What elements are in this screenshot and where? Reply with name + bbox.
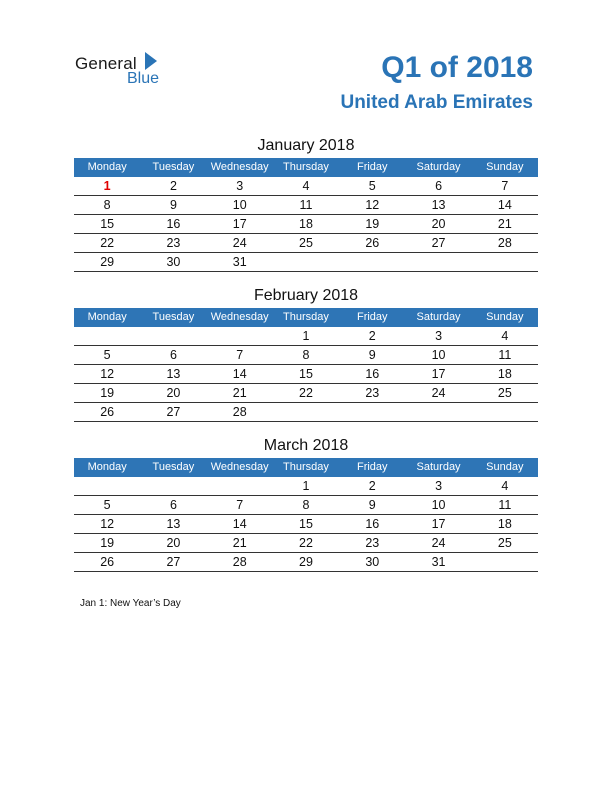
day-cell: 2 — [169, 179, 177, 193]
day-cell — [74, 327, 140, 345]
day-cell: 22 — [299, 536, 313, 550]
weekday-label: Tuesday — [152, 161, 195, 173]
day-cell: 22 — [299, 386, 313, 400]
week-row — [74, 365, 538, 384]
weekday-label: Sunday — [486, 311, 524, 323]
day-cell: 19 — [100, 386, 115, 400]
day-cell: 23 — [166, 236, 181, 250]
day-cell: 15 — [299, 517, 313, 531]
logo-general-text: General — [75, 54, 137, 73]
day-cell: 20 — [166, 386, 181, 400]
day-cell: 3 — [236, 179, 244, 193]
week-row — [74, 177, 538, 196]
day-cell: 28 — [232, 405, 247, 419]
day-cell: 27 — [166, 405, 181, 419]
day-cell: 9 — [169, 198, 177, 212]
day-cell: 12 — [100, 517, 115, 531]
day-cell: 30 — [365, 555, 380, 569]
day-cell: 1 — [103, 179, 111, 193]
day-cell: 6 — [435, 179, 443, 193]
week-row — [74, 346, 538, 365]
weekday-label: Monday — [87, 311, 127, 323]
day-cell: 9 — [368, 348, 376, 362]
day-cell: 1 — [302, 479, 310, 493]
day-cell: 20 — [431, 217, 446, 231]
day-cell: 24 — [431, 386, 446, 400]
weekday-label: Tuesday — [152, 461, 195, 473]
day-cell: 18 — [299, 217, 313, 231]
week-row — [74, 215, 538, 234]
day-cell: 9 — [368, 498, 376, 512]
day-cell — [405, 253, 471, 271]
day-cell: 23 — [365, 386, 380, 400]
week-row — [74, 384, 538, 403]
weekday-label: Saturday — [416, 311, 461, 323]
day-cell: 12 — [365, 198, 380, 212]
day-cell: 14 — [232, 367, 247, 381]
day-cell: 29 — [100, 255, 115, 269]
day-cell: 2 — [368, 479, 376, 493]
page-title: Q1 of 2018 — [381, 51, 533, 84]
day-cell: 2 — [368, 329, 376, 343]
weekday-label: Saturday — [416, 461, 461, 473]
week-row — [74, 234, 538, 253]
weekday-header — [74, 458, 538, 477]
day-cell: 6 — [169, 348, 177, 362]
day-cell — [140, 327, 206, 345]
logo-triangle-icon — [145, 52, 157, 70]
day-cell: 10 — [431, 498, 446, 512]
day-cell: 19 — [365, 217, 380, 231]
day-cell: 3 — [435, 479, 443, 493]
day-cell: 5 — [368, 179, 376, 193]
week-row — [74, 477, 538, 496]
day-cell: 26 — [100, 405, 115, 419]
day-cell: 28 — [497, 236, 512, 250]
week-row — [74, 253, 538, 272]
day-cell: 16 — [365, 517, 380, 531]
week-row — [74, 534, 538, 553]
day-cell: 7 — [236, 498, 244, 512]
day-cell: 21 — [497, 217, 512, 231]
page-subtitle: United Arab Emirates — [340, 92, 533, 113]
day-cell: 11 — [299, 198, 313, 212]
month-title: March 2018 — [263, 437, 349, 454]
day-cell — [140, 477, 206, 495]
day-cell: 4 — [501, 479, 509, 493]
day-cell: 27 — [166, 555, 181, 569]
day-cell: 11 — [498, 498, 512, 512]
day-cell: 12 — [100, 367, 115, 381]
day-cell: 4 — [302, 179, 310, 193]
day-cell — [207, 327, 273, 345]
day-cell: 11 — [498, 348, 512, 362]
day-cell: 24 — [232, 236, 247, 250]
day-cell: 15 — [299, 367, 313, 381]
day-cell: 30 — [166, 255, 181, 269]
day-cell: 18 — [497, 517, 512, 531]
day-cell: 23 — [365, 536, 380, 550]
weekday-label: Wednesday — [210, 161, 269, 173]
weekday-header — [74, 158, 538, 177]
day-cell: 1 — [302, 329, 310, 343]
day-cell: 18 — [497, 367, 512, 381]
day-cell: 17 — [431, 517, 446, 531]
day-cell: 6 — [169, 498, 177, 512]
month-calendar — [74, 134, 538, 272]
generalblue-logo — [75, 52, 175, 88]
day-cell: 4 — [501, 329, 509, 343]
logo-blue-text: Blue — [127, 70, 160, 87]
day-cell — [472, 553, 538, 571]
day-cell: 13 — [166, 517, 181, 531]
weekday-label: Wednesday — [210, 311, 269, 323]
week-row — [74, 496, 538, 515]
weekday-label: Thursday — [283, 311, 329, 323]
day-cell: 10 — [431, 348, 446, 362]
day-cell: 8 — [302, 498, 310, 512]
day-cell: 26 — [365, 236, 380, 250]
day-cell: 8 — [103, 198, 111, 212]
day-cell: 28 — [232, 555, 247, 569]
weekday-label: Monday — [87, 461, 127, 473]
day-cell: 20 — [166, 536, 181, 550]
day-cell: 16 — [166, 217, 181, 231]
day-cell: 31 — [232, 255, 247, 269]
weekday-label: Sunday — [486, 161, 524, 173]
weekday-label: Monday — [87, 161, 127, 173]
month-calendar — [74, 284, 538, 422]
day-cell: 27 — [431, 236, 446, 250]
weekday-label: Tuesday — [152, 311, 195, 323]
weekday-label: Wednesday — [210, 461, 269, 473]
day-cell: 21 — [232, 536, 247, 550]
day-cell: 16 — [365, 367, 380, 381]
weekday-label: Friday — [356, 161, 388, 173]
day-cell: 14 — [232, 517, 247, 531]
day-cell: 8 — [302, 348, 310, 362]
day-cell — [273, 253, 339, 271]
month-title: January 2018 — [257, 137, 355, 154]
week-row — [74, 403, 538, 422]
day-cell: 25 — [497, 386, 512, 400]
day-cell: 25 — [497, 536, 512, 550]
day-cell: 10 — [232, 198, 247, 212]
day-cell: 24 — [431, 536, 446, 550]
day-cell — [472, 253, 538, 271]
day-cell: 31 — [431, 555, 446, 569]
month-calendar — [74, 434, 538, 572]
day-cell: 19 — [100, 536, 115, 550]
day-cell: 5 — [103, 498, 111, 512]
day-cell: 15 — [100, 217, 115, 231]
day-cell: 29 — [299, 555, 313, 569]
day-cell — [339, 403, 405, 421]
weekday-header — [74, 308, 538, 327]
weekday-label: Saturday — [416, 161, 461, 173]
day-cell — [405, 403, 471, 421]
day-cell — [207, 477, 273, 495]
day-cell — [74, 477, 140, 495]
day-cell: 26 — [100, 555, 115, 569]
weekday-label: Friday — [356, 461, 388, 473]
weekday-label: Thursday — [283, 161, 329, 173]
month-title: February 2018 — [253, 287, 359, 304]
day-cell — [273, 403, 339, 421]
day-cell: 17 — [232, 217, 247, 231]
week-row — [74, 196, 538, 215]
day-cell: 13 — [166, 367, 181, 381]
day-cell: 25 — [299, 236, 313, 250]
day-cell — [339, 253, 405, 271]
weekday-label: Thursday — [283, 461, 329, 473]
day-cell: 3 — [435, 329, 443, 343]
day-cell: 22 — [100, 236, 115, 250]
day-cell: 17 — [431, 367, 446, 381]
day-cell: 13 — [431, 198, 446, 212]
day-cell: 21 — [232, 386, 247, 400]
day-cell: 14 — [497, 198, 512, 212]
day-cell: 7 — [236, 348, 244, 362]
week-row — [74, 553, 538, 572]
week-row — [74, 515, 538, 534]
day-cell — [472, 403, 538, 421]
week-row — [74, 327, 538, 346]
day-cell: 7 — [501, 179, 509, 193]
holiday-note: Jan 1: New Year’s Day — [80, 598, 181, 609]
day-cell: 5 — [103, 348, 111, 362]
weekday-label: Sunday — [486, 461, 524, 473]
weekday-label: Friday — [356, 311, 388, 323]
